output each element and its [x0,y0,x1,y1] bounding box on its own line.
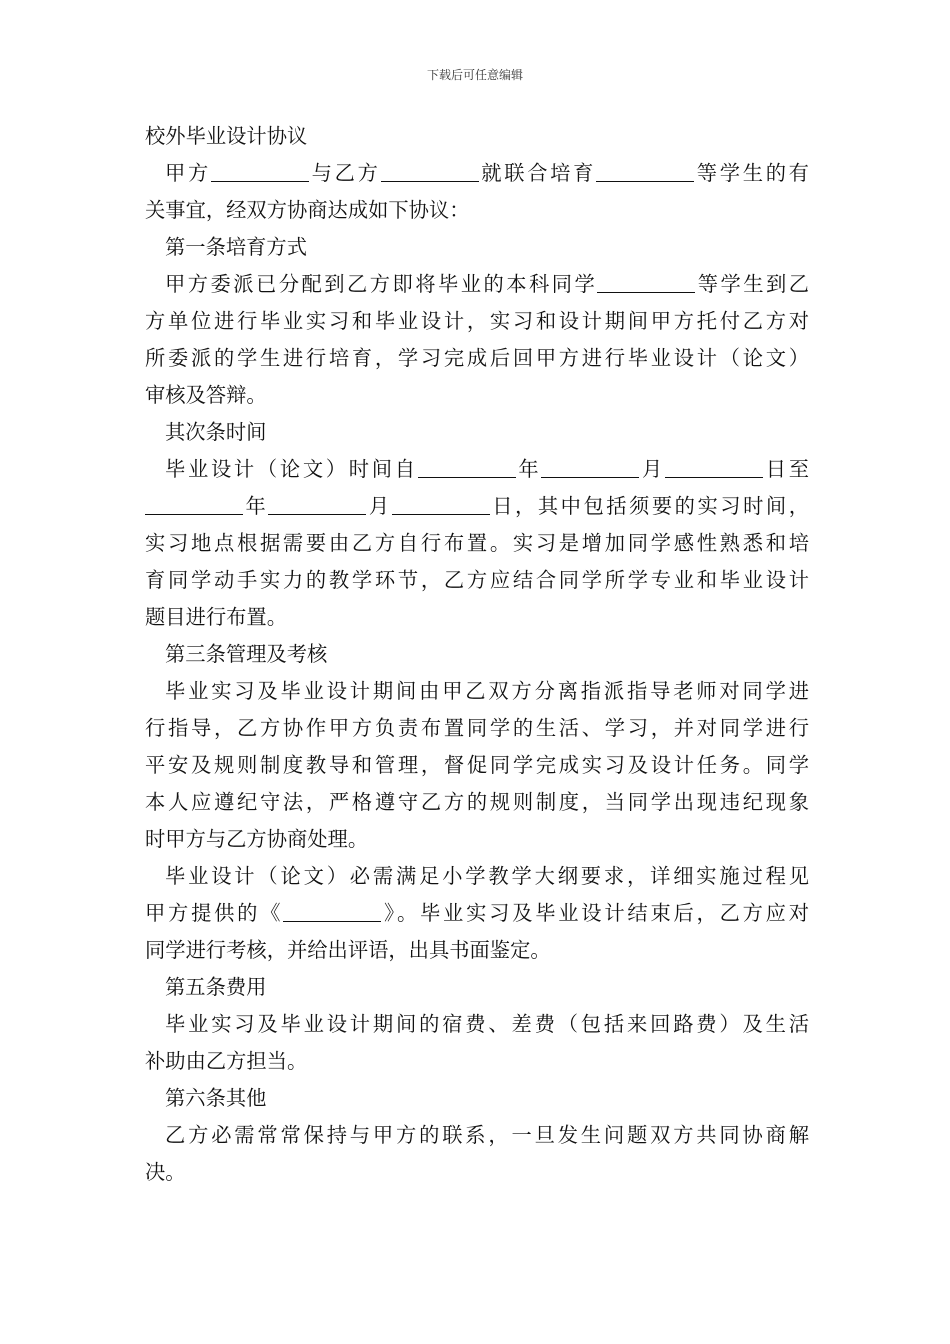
text-fragment: 等学生的有 [694,161,809,185]
text-line [145,636,809,673]
text-fragment: 甲方 [165,161,211,185]
text-fragment: 年 [515,457,542,481]
text-line [145,1080,809,1117]
text-fragment: 乙方必需常常保持与甲方的联系，一旦发生问题双方共同协商解 [165,1123,809,1147]
text-fragment: 育同学动手实力的教学环节，乙方应结合同学所学专业和毕业设计 [145,568,809,592]
text-fragment: 其次条时间 [165,420,267,444]
text-line [145,1043,809,1080]
text-fragment: 等学生到乙 [695,272,809,296]
text-fragment: 年 [243,494,269,518]
text-line [145,858,809,895]
text-line [145,969,809,1006]
fill-in-blank [211,159,309,182]
document-title: 校外毕业设计协议 [145,124,308,148]
text-line [145,710,809,747]
text-line [145,784,809,821]
text-fragment: 日，其中包括须要的实习时间， [489,494,809,518]
text-line [145,488,809,525]
fill-in-blank [596,159,694,182]
page-header: 下载后可任意编辑 [426,68,523,82]
text-fragment: 行指导，乙方协作甲方负责布置同学的生活、学习，并对同学进行 [145,716,809,740]
text-fragment: 就联合培育 [478,161,597,185]
fill-in-blank [381,159,479,182]
text-line [145,229,809,266]
fill-in-blank [665,455,763,478]
text-fragment: 第三条管理及考核 [165,642,328,666]
text-fragment: 月 [639,457,666,481]
text-line [145,562,809,599]
text-fragment: 毕业实习及毕业设计期间由甲乙双方分离指派指导老师对同学进 [165,679,809,703]
text-line [145,821,809,858]
text-fragment: 补助由乙方担当。 [145,1049,308,1073]
text-fragment: 毕业设计（论文）时间自 [165,457,418,481]
text-fragment: 日至 [763,457,809,481]
document-body [145,118,809,1191]
fill-in-blank [597,270,695,293]
text-line [145,673,809,710]
text-fragment: 与乙方 [308,161,381,185]
text-fragment: 关事宜，经双方协商达成如下协议： [145,198,470,222]
text-fragment: 第六条其他 [165,1086,267,1110]
text-line [145,451,809,488]
text-line [145,155,809,192]
fill-in-blank [392,492,490,515]
fill-in-blank [283,899,381,922]
text-line [145,747,809,784]
fill-in-blank [541,455,639,478]
text-fragment: 》。毕业实习及毕业设计结束后，乙方应对 [381,901,809,925]
text-line [145,1117,809,1154]
text-fragment: 决。 [145,1160,186,1184]
text-line [145,377,809,414]
text-line [145,932,809,969]
text-fragment: 甲方提供的《 [145,901,284,925]
text-line [145,340,809,377]
text-fragment: 所委派的学生进行培育，学习完成后回甲方进行毕业设计（论文） [145,346,809,370]
text-line [145,303,809,340]
text-fragment: 第一条培育方式 [165,235,307,259]
text-fragment: 月 [366,494,392,518]
text-line [145,525,809,562]
text-fragment: 毕业实习及毕业设计期间的宿费、差费（包括来回路费）及生活 [165,1012,809,1036]
fill-in-blank [268,492,366,515]
text-fragment: 审核及答辩。 [145,383,267,407]
text-line [145,599,809,636]
text-line [145,192,809,229]
text-line [145,895,809,932]
text-line [145,1154,809,1191]
text-fragment: 甲方委派已分配到乙方即将毕业的本科同学 [165,272,598,296]
text-fragment: 方单位进行毕业实习和毕业设计，实习和设计期间甲方托付乙方对 [145,309,809,333]
text-fragment: 时甲方与乙方协商处理。 [145,827,369,851]
text-fragment: 第五条费用 [165,975,267,999]
text-fragment: 平安及规则制度教导和管理，督促同学完成实习及设计任务。同学 [145,753,809,777]
text-fragment: 同学进行考核，并给出评语，出具书面鉴定。 [145,938,551,962]
fill-in-blank [418,455,516,478]
text-line [145,414,809,451]
text-fragment: 实习地点根据需要由乙方自行布置。实习是增加同学感性熟悉和培 [145,531,809,555]
text-line [145,266,809,303]
agreement-text [145,155,809,1191]
text-fragment: 题目进行布置。 [145,605,287,629]
text-fragment: 本人应遵纪守法，严格遵守乙方的规则制度，当同学出现违纪现象 [145,790,809,814]
text-line [145,1006,809,1043]
text-fragment: 毕业设计（论文）必需满足小学教学大纲要求，详细实施过程见 [165,864,809,888]
fill-in-blank [145,492,243,515]
